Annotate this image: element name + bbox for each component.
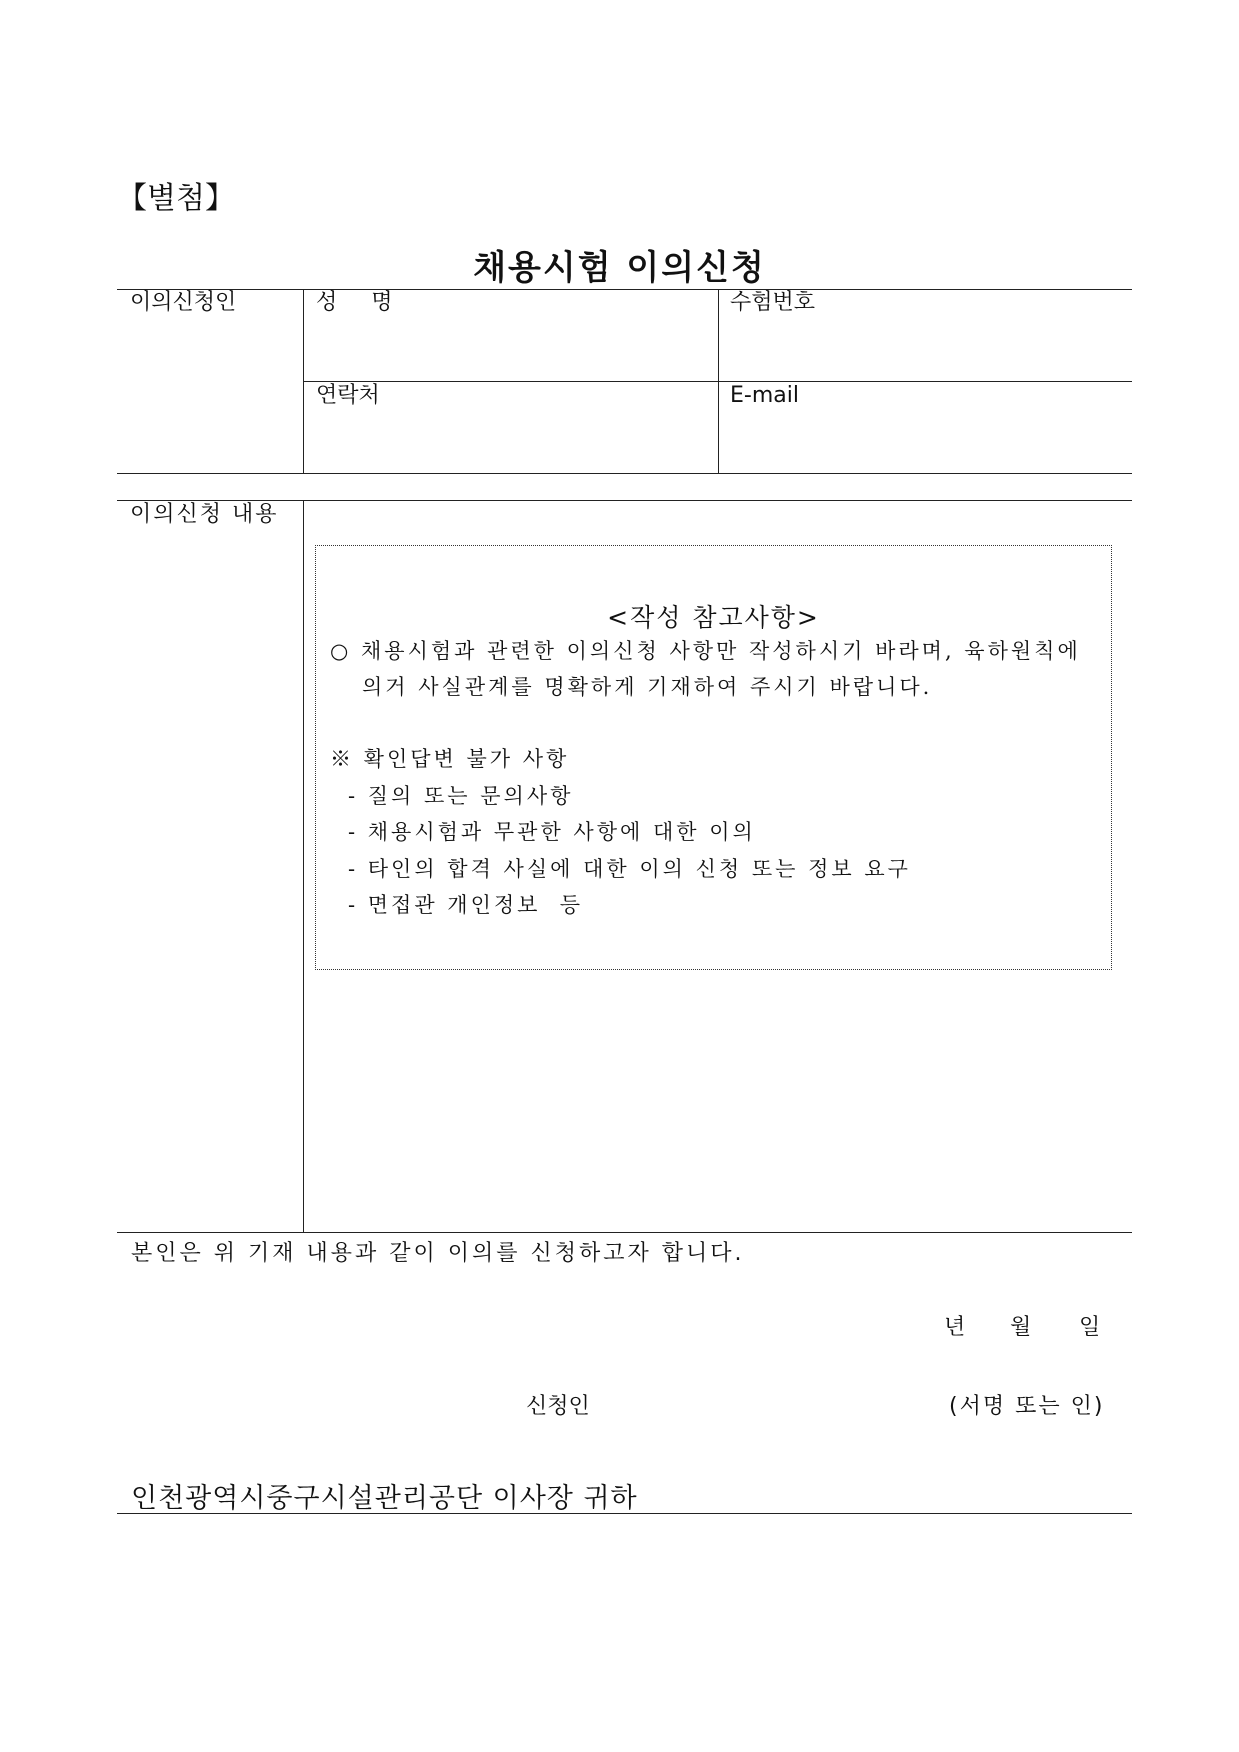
exam-number-field[interactable]: 수험번호 xyxy=(730,290,816,315)
content-top-border xyxy=(117,500,1132,501)
content-label-divider xyxy=(303,500,304,1232)
note-title: <작성 참고사항> xyxy=(607,603,820,632)
applicant-row-label: 이의신청인 xyxy=(130,290,237,315)
content-bottom-border xyxy=(117,1232,1132,1233)
contact-field[interactable]: 연락처 xyxy=(316,383,380,408)
applicant-column-divider xyxy=(718,289,719,473)
table-top-border xyxy=(117,289,1132,290)
signature-hint[interactable]: (서명 또는 인) xyxy=(949,1394,1105,1419)
date-month-label: 월 xyxy=(1010,1315,1032,1340)
page-title: 채용시험 이의신청 xyxy=(473,248,766,288)
applicant-sign-label: 신청인 xyxy=(526,1394,590,1419)
note-paragraph-line1: ○ 채용시험과 관련한 이의신청 사항만 작성하시기 바라며, 육하원칙에 xyxy=(330,639,1081,663)
content-row-label: 이의신청 내용 xyxy=(130,502,279,527)
not-answered-item: - 채용시험과 무관한 사항에 대한 이의 xyxy=(348,820,756,844)
not-answered-item: - 타인의 합격 사실에 대한 이의 신청 또는 정보 요구 xyxy=(348,857,911,881)
declaration-text: 본인은 위 기재 내용과 같이 이의를 신청하고자 합니다. xyxy=(131,1241,745,1266)
not-answered-heading: ※ 확인답변 불가 사항 xyxy=(330,747,570,771)
footer-bottom-border xyxy=(117,1513,1132,1514)
applicant-label-divider xyxy=(303,289,304,473)
date-day-label: 일 xyxy=(1079,1315,1101,1340)
email-field[interactable]: E-mail xyxy=(730,383,799,408)
attachment-label: 【별첨】 xyxy=(117,181,235,216)
reference-note-box xyxy=(315,545,1112,970)
note-paragraph-line2: 의거 사실관계를 명확하게 기재하여 주시기 바랍니다. xyxy=(362,675,933,699)
date-year-label: 년 xyxy=(944,1315,966,1340)
name-field[interactable]: 성 명 xyxy=(316,290,399,315)
not-answered-item: - 면접관 개인정보 등 xyxy=(348,893,584,917)
addressee: 인천광역시중구시설관리공단 이사장 귀하 xyxy=(131,1483,638,1514)
applicant-bottom-border xyxy=(117,473,1132,474)
not-answered-item: - 질의 또는 문의사항 xyxy=(348,784,574,808)
